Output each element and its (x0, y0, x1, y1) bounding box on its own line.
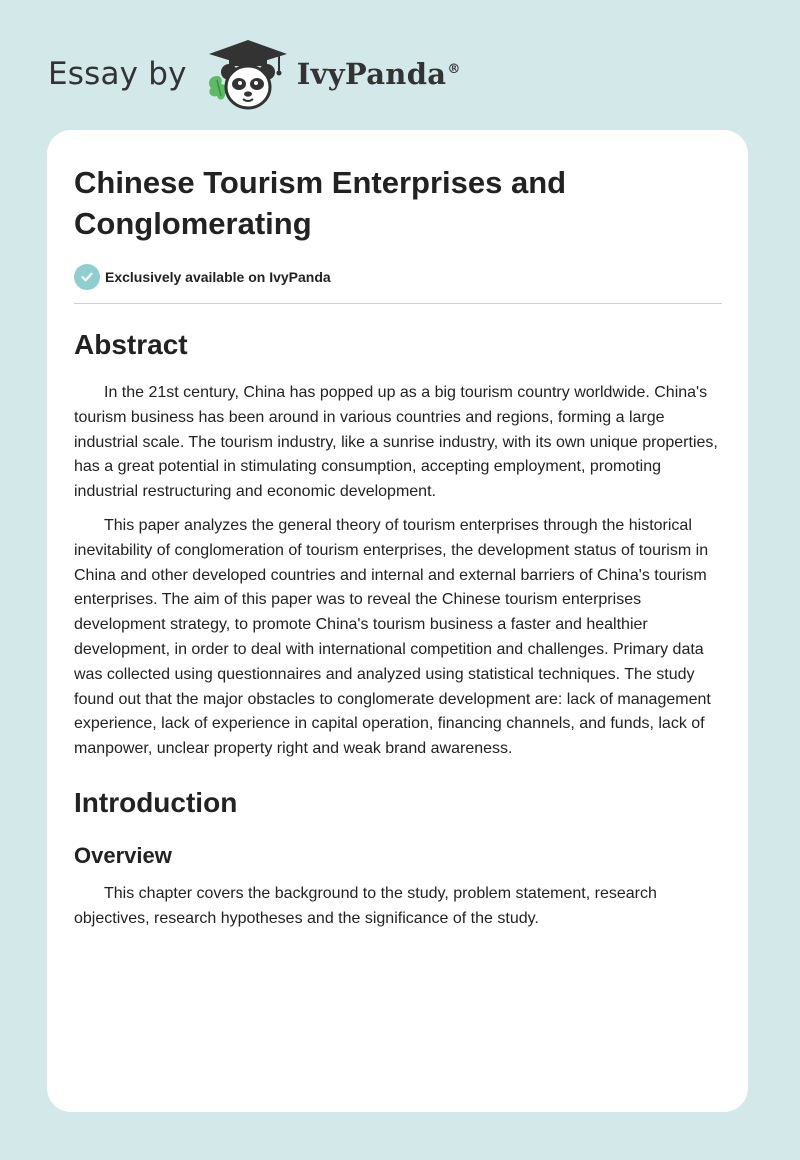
panda-graduate-logo-icon (205, 36, 291, 112)
brand-name: IvyPanda® (296, 57, 461, 91)
exclusive-label: Exclusively available on IvyPanda (105, 269, 331, 285)
site-header (48, 34, 461, 114)
ivypanda-logo[interactable] (205, 36, 461, 112)
page-title: Chinese Tourism Enterprises and Conglomerating (74, 165, 567, 241)
abstract-heading: Abstract (74, 329, 188, 360)
abstract-paragraph-1: In the 21st century, China has popped up as a big tourism country worldwide. China's tourism business has been around in various countries and regions, forming a large industrial scale. The tourism industry, like a sunrise industry, with its own unique properties, has a great potential in stimulating consumption, accepting employment, promoting industrial restructuring and economic development. (74, 384, 718, 501)
divider (74, 303, 722, 304)
overview-paragraph: This chapter covers the background to the study, problem statement, research objectives, research hypotheses and the significance of the study. (74, 884, 657, 927)
essay-card (47, 130, 748, 1112)
registered-mark: ® (447, 62, 461, 78)
exclusive-badge (74, 264, 722, 290)
overview-heading: Overview (74, 842, 172, 868)
check-icon (74, 264, 100, 290)
essay-by-label: Essay by (48, 56, 187, 92)
introduction-heading: Introduction (74, 786, 238, 818)
abstract-paragraph-2: This paper analyzes the general theory of tourism enterprises through the historical inevitability of conglomeration of tourism enterprises, the development status of tourism in China and other developed countries and internal and external barriers of China's tourism enterprises. The aim of this paper was to reveal the Chinese tourism enterprises development strategy, to promote China's tourism business a faster and healthier development, in order to deal with international competition and challenges. Primary data was collected using questionnaires and analyzed using statistical techniques. The study found out that the major obstacles to conglomerate development are: lack of management experience, lack of experience in capital operation, financing channels, and funds, lack of manpower, unclear property right and weak brand awareness. (74, 516, 711, 758)
